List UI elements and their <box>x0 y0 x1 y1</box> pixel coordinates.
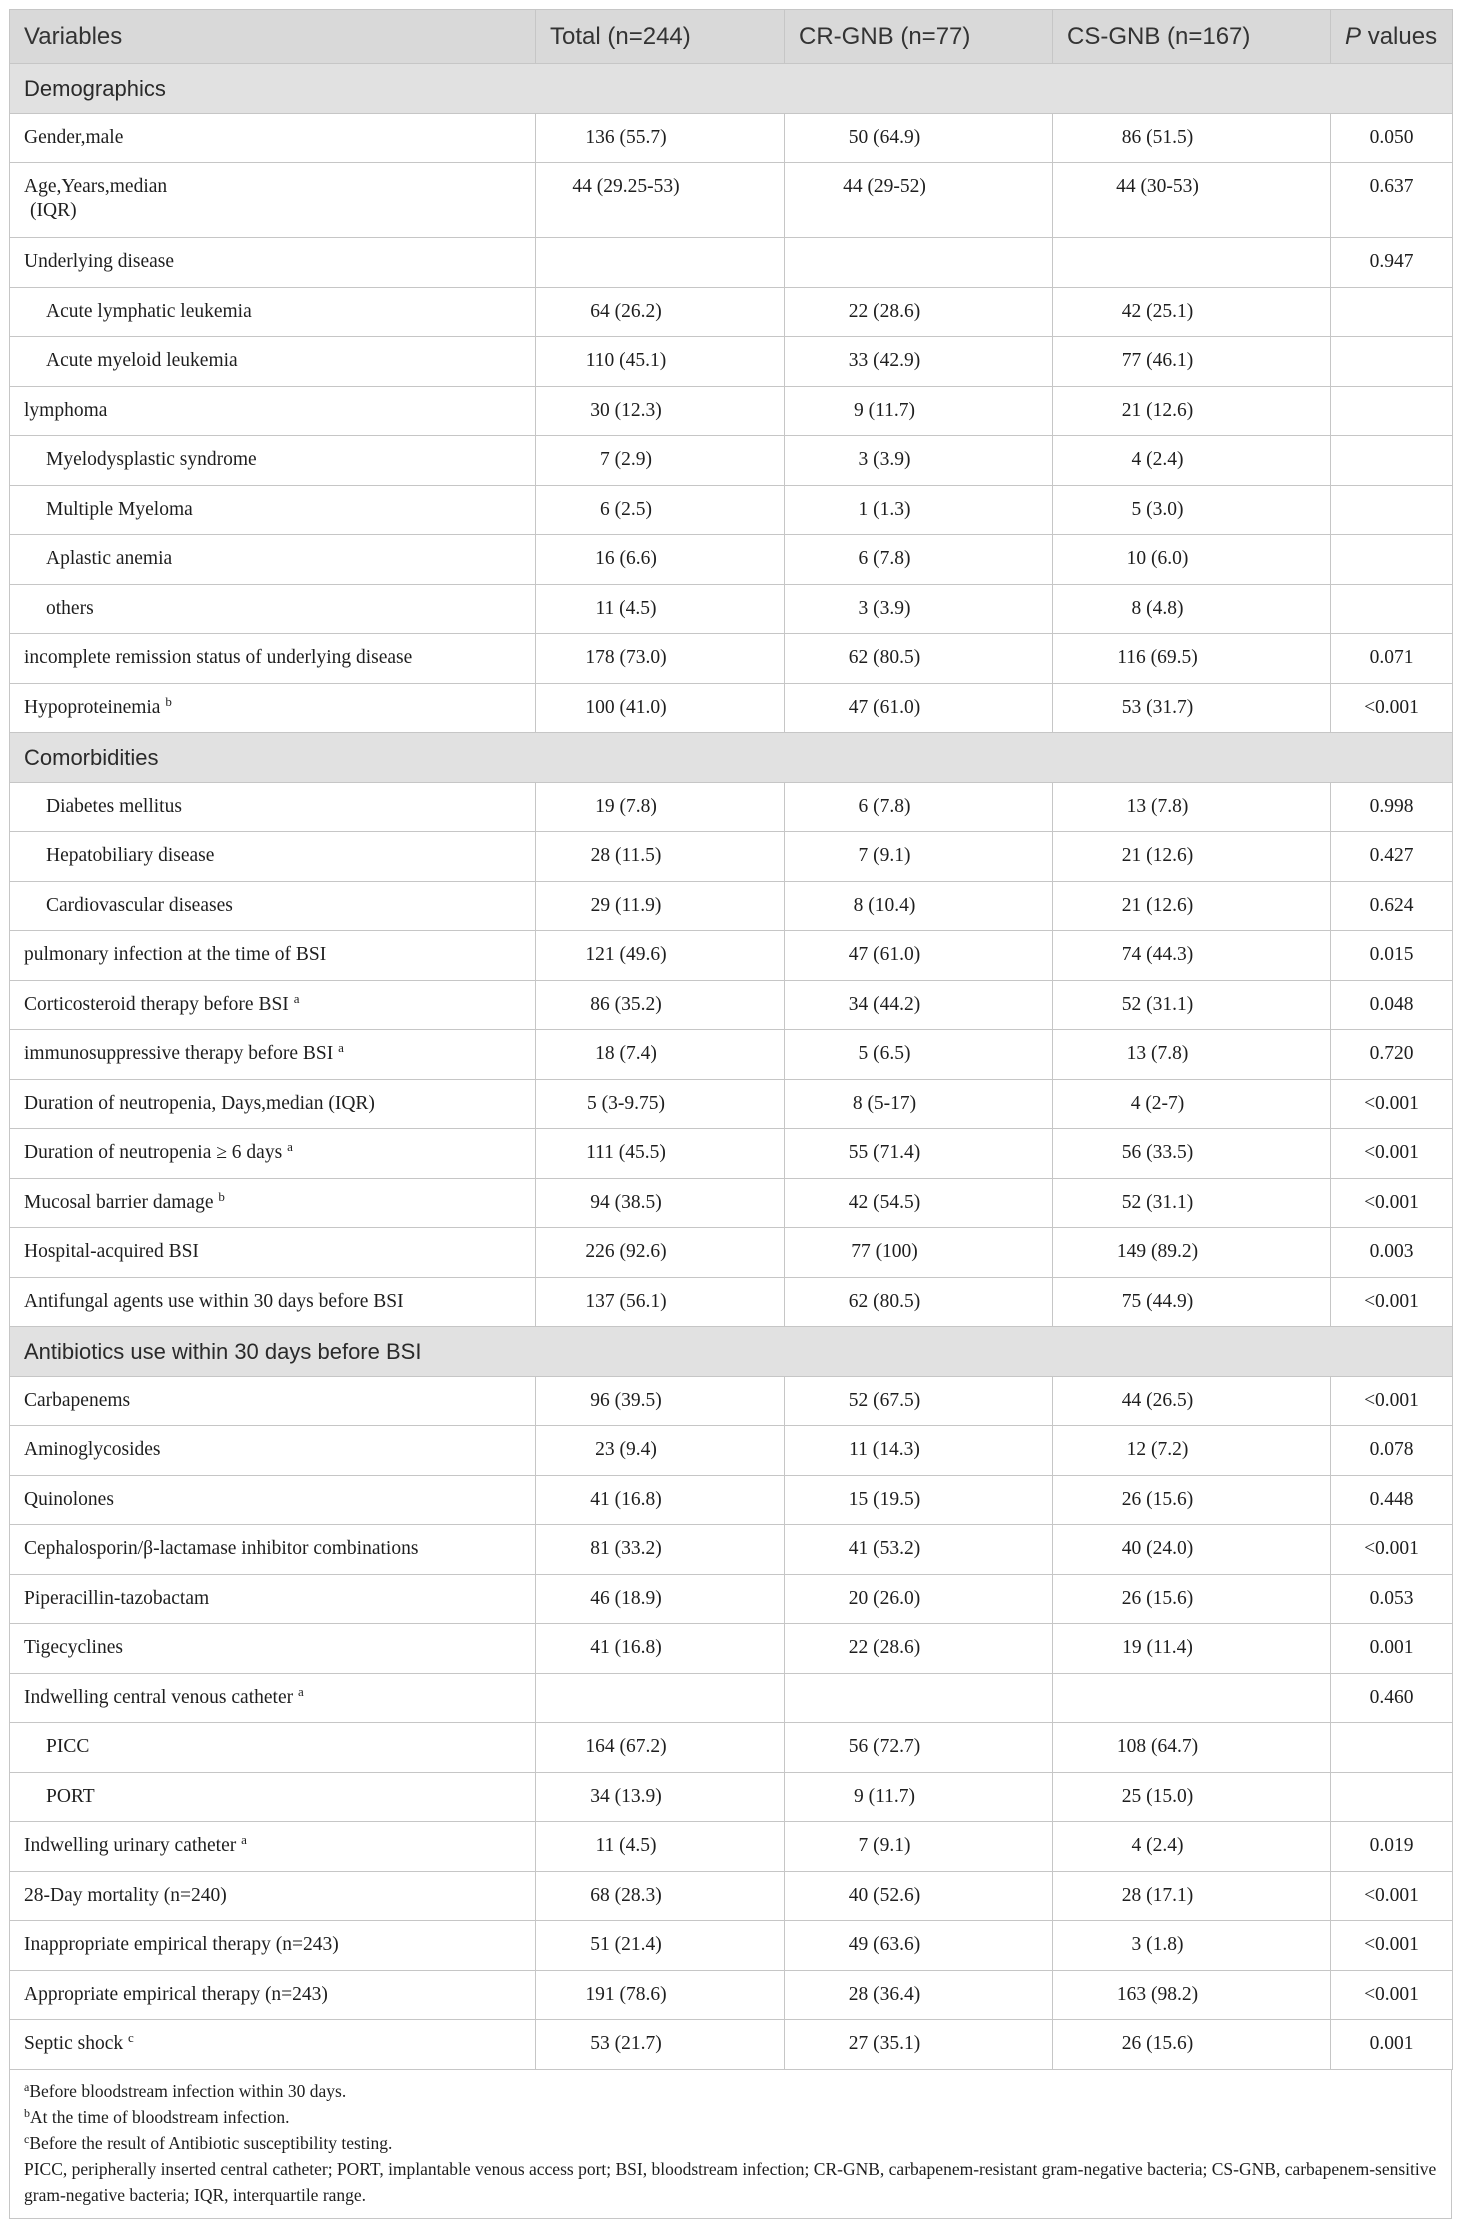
cell-cs-gnb: 163 (98.2) <box>1053 1970 1331 2020</box>
variable-label: Antifungal agents use within 30 days before BSI <box>24 1290 404 1312</box>
cell-p-value: 0.050 <box>1331 113 1453 163</box>
cell-cs-gnb: 52 (31.1) <box>1053 1178 1331 1228</box>
cell-cs-gnb: 44 (26.5) <box>1053 1376 1331 1426</box>
cell-total: 111 (45.5) <box>536 1129 785 1179</box>
cell-total <box>536 238 785 288</box>
cell-cs-gnb: 13 (7.8) <box>1053 782 1331 832</box>
variable-label: Aminoglycosides <box>24 1439 161 1461</box>
cell-p-value: 0.078 <box>1331 1426 1453 1476</box>
footnote-marker: b <box>24 2105 30 2120</box>
table-row <box>10 1574 1453 1624</box>
cell-variable <box>10 386 536 436</box>
cell-total: 51 (21.4) <box>536 1921 785 1971</box>
cell-variable <box>10 1970 536 2020</box>
cell-p-value <box>1331 1723 1453 1773</box>
cell-total: 30 (12.3) <box>536 386 785 436</box>
variable-label: Acute myeloid leukemia <box>46 350 238 372</box>
table-row <box>10 1277 1453 1327</box>
section-label: Demographics <box>10 64 1453 114</box>
cell-p-value: 0.003 <box>1331 1228 1453 1278</box>
table-row <box>10 1129 1453 1179</box>
table-row <box>10 1426 1453 1476</box>
footnote-marker: c <box>127 2030 134 2046</box>
cell-p-value: 0.001 <box>1331 1624 1453 1674</box>
cell-cs-gnb: 4 (2.4) <box>1053 1822 1331 1872</box>
footnote-abbreviations: PICC, peripherally inserted central catheter; PORT, implantable venous access port; BSI, bloodstream infection; CR-GNB, carbapenem-resistant gram-negative bacteria; CS-GNB, carbapenem-sensitive gram-negative bacteria; IQR, interquartile range. <box>24 2158 1437 2205</box>
cell-cs-gnb: 26 (15.6) <box>1053 1475 1331 1525</box>
cell-p-value: 0.460 <box>1331 1673 1453 1723</box>
cell-total: 94 (38.5) <box>536 1178 785 1228</box>
variable-label: Cephalosporin/β-lactamase inhibitor combinations <box>24 1538 419 1560</box>
variable-label-line2: (IQR) <box>30 200 77 222</box>
table-row <box>10 535 1453 585</box>
table-row <box>10 337 1453 387</box>
cell-variable <box>10 1673 536 1723</box>
variable-label: pulmonary infection at the time of BSI <box>24 944 327 966</box>
cell-cr-gnb: 44 (29-52) <box>785 163 1053 238</box>
cell-cr-gnb <box>785 238 1053 288</box>
variable-label: lymphoma <box>24 399 108 421</box>
header-cs-gnb: CS-GNB (n=167) <box>1053 10 1331 64</box>
variable-label: Piperacillin-tazobactam <box>24 1587 210 1609</box>
cell-cr-gnb: 55 (71.4) <box>785 1129 1053 1179</box>
cell-total: 44 (29.25-53) <box>536 163 785 238</box>
cell-cs-gnb: 21 (12.6) <box>1053 832 1331 882</box>
cell-total: 29 (11.9) <box>536 881 785 931</box>
cell-cs-gnb: 3 (1.8) <box>1053 1921 1331 1971</box>
cell-variable <box>10 287 536 337</box>
variable-label: Corticosteroid therapy before BSI <box>24 993 289 1015</box>
cell-p-value <box>1331 436 1453 486</box>
section-row <box>10 733 1453 783</box>
cell-cr-gnb: 11 (14.3) <box>785 1426 1053 1476</box>
cell-p-value: 0.947 <box>1331 238 1453 288</box>
cell-cr-gnb: 34 (44.2) <box>785 980 1053 1030</box>
cell-variable <box>10 881 536 931</box>
cell-p-value: 0.071 <box>1331 634 1453 684</box>
cell-cr-gnb: 3 (3.9) <box>785 584 1053 634</box>
footnote-b <box>24 2104 1437 2130</box>
cell-cs-gnb: 56 (33.5) <box>1053 1129 1331 1179</box>
cell-variable <box>10 1178 536 1228</box>
cell-total: 96 (39.5) <box>536 1376 785 1426</box>
table-row <box>10 1871 1453 1921</box>
cell-variable <box>10 683 536 733</box>
table-row <box>10 1970 1453 2020</box>
cell-cr-gnb: 77 (100) <box>785 1228 1053 1278</box>
variable-label: immunosuppressive therapy before BSI <box>24 1043 334 1065</box>
cell-total <box>536 1673 785 1723</box>
table-row <box>10 1228 1453 1278</box>
table-row <box>10 881 1453 931</box>
table-body <box>10 64 1453 2070</box>
table-row <box>10 1624 1453 1674</box>
cell-p-value: <0.001 <box>1331 1129 1453 1179</box>
table-row <box>10 1030 1453 1080</box>
footnote-text: At the time of bloodstream infection. <box>30 2106 290 2127</box>
cell-total: 100 (41.0) <box>536 683 785 733</box>
cell-cs-gnb: 5 (3.0) <box>1053 485 1331 535</box>
cell-total: 28 (11.5) <box>536 832 785 882</box>
cell-p-value: 0.015 <box>1331 931 1453 981</box>
cell-total: 81 (33.2) <box>536 1525 785 1575</box>
cell-variable <box>10 238 536 288</box>
cell-cr-gnb: 62 (80.5) <box>785 1277 1053 1327</box>
cell-p-value <box>1331 485 1453 535</box>
cell-p-value: <0.001 <box>1331 1921 1453 1971</box>
cell-variable <box>10 1030 536 1080</box>
variable-label: incomplete remission status of underlying disease <box>24 647 413 669</box>
cell-cs-gnb: 8 (4.8) <box>1053 584 1331 634</box>
cell-p-value: 0.720 <box>1331 1030 1453 1080</box>
variable-label: Duration of neutropenia ≥ 6 days <box>24 1142 283 1164</box>
footnote-marker: a <box>241 1832 247 1848</box>
cell-cs-gnb: 12 (7.2) <box>1053 1426 1331 1476</box>
section-label: Comorbidities <box>10 733 1453 783</box>
cell-p-value: <0.001 <box>1331 1376 1453 1426</box>
cell-total: 16 (6.6) <box>536 535 785 585</box>
table-row <box>10 1178 1453 1228</box>
cell-cr-gnb: 1 (1.3) <box>785 485 1053 535</box>
table-container <box>9 9 1452 2219</box>
table-row <box>10 1723 1453 1773</box>
cell-cs-gnb: 21 (12.6) <box>1053 881 1331 931</box>
cell-total: 19 (7.8) <box>536 782 785 832</box>
cell-cr-gnb: 9 (11.7) <box>785 386 1053 436</box>
cell-cr-gnb: 6 (7.8) <box>785 782 1053 832</box>
variable-label: Septic shock <box>24 2033 124 2055</box>
footnote-text: Before the result of Antibiotic susceptibility testing. <box>29 2132 393 2153</box>
cell-variable <box>10 113 536 163</box>
cell-variable <box>10 980 536 1030</box>
variable-label: Hepatobiliary disease <box>46 845 215 867</box>
cell-p-value <box>1331 337 1453 387</box>
cell-cr-gnb: 40 (52.6) <box>785 1871 1053 1921</box>
cell-cs-gnb: 10 (6.0) <box>1053 535 1331 585</box>
cell-total: 6 (2.5) <box>536 485 785 535</box>
cell-cs-gnb: 21 (12.6) <box>1053 386 1331 436</box>
cell-variable <box>10 535 536 585</box>
cell-p-value: 0.053 <box>1331 1574 1453 1624</box>
cell-total: 53 (21.7) <box>536 2020 785 2070</box>
cell-total: 34 (13.9) <box>536 1772 785 1822</box>
table-row <box>10 782 1453 832</box>
header-row <box>10 10 1453 64</box>
cell-variable <box>10 1525 536 1575</box>
variable-label: Inappropriate empirical therapy (n=243) <box>24 1934 339 1956</box>
cell-total: 110 (45.1) <box>536 337 785 387</box>
cell-cr-gnb: 5 (6.5) <box>785 1030 1053 1080</box>
cell-cs-gnb: 13 (7.8) <box>1053 1030 1331 1080</box>
cell-total: 41 (16.8) <box>536 1475 785 1525</box>
table-row <box>10 634 1453 684</box>
section-row <box>10 1327 1453 1377</box>
cell-variable <box>10 1624 536 1674</box>
cell-cs-gnb: 77 (46.1) <box>1053 337 1331 387</box>
cell-cs-gnb: 25 (15.0) <box>1053 1772 1331 1822</box>
cell-cr-gnb: 15 (19.5) <box>785 1475 1053 1525</box>
cell-p-value: <0.001 <box>1331 1178 1453 1228</box>
cell-p-value: <0.001 <box>1331 1525 1453 1575</box>
cell-cr-gnb: 8 (10.4) <box>785 881 1053 931</box>
table-row <box>10 1772 1453 1822</box>
cell-p-value: 0.998 <box>1331 782 1453 832</box>
cell-p-value: <0.001 <box>1331 1871 1453 1921</box>
cell-p-value: 0.448 <box>1331 1475 1453 1525</box>
table-row <box>10 2020 1453 2070</box>
cell-variable <box>10 1723 536 1773</box>
cell-cr-gnb: 41 (53.2) <box>785 1525 1053 1575</box>
section-label: Antibiotics use within 30 days before BSI <box>10 1327 1453 1377</box>
cell-total: 41 (16.8) <box>536 1624 785 1674</box>
variable-label: PICC <box>46 1736 90 1758</box>
cell-cr-gnb: 49 (63.6) <box>785 1921 1053 1971</box>
cell-p-value: 0.001 <box>1331 2020 1453 2070</box>
table-row <box>10 1525 1453 1575</box>
cell-p-value: 0.427 <box>1331 832 1453 882</box>
cell-cs-gnb: 26 (15.6) <box>1053 1574 1331 1624</box>
cell-cr-gnb: 47 (61.0) <box>785 931 1053 981</box>
cell-cs-gnb: 108 (64.7) <box>1053 1723 1331 1773</box>
cell-total: 11 (4.5) <box>536 584 785 634</box>
cell-p-value: 0.624 <box>1331 881 1453 931</box>
section-row <box>10 64 1453 114</box>
cell-p-value <box>1331 535 1453 585</box>
table-row <box>10 980 1453 1030</box>
cell-total: 136 (55.7) <box>536 113 785 163</box>
cell-cs-gnb: 28 (17.1) <box>1053 1871 1331 1921</box>
cell-variable <box>10 1129 536 1179</box>
cell-cr-gnb: 62 (80.5) <box>785 634 1053 684</box>
table-row <box>10 1376 1453 1426</box>
variable-label: Diabetes mellitus <box>46 795 182 817</box>
cell-cs-gnb: 53 (31.7) <box>1053 683 1331 733</box>
cell-total: 46 (18.9) <box>536 1574 785 1624</box>
table-row <box>10 436 1453 486</box>
cell-cs-gnb <box>1053 1673 1331 1723</box>
table-row <box>10 163 1453 238</box>
cell-variable <box>10 1574 536 1624</box>
cell-cr-gnb: 8 (5-17) <box>785 1079 1053 1129</box>
header-cr-gnb: CR-GNB (n=77) <box>785 10 1053 64</box>
table-row <box>10 287 1453 337</box>
variable-label: Tigecyclines <box>24 1637 123 1659</box>
footnote-a <box>24 2078 1437 2104</box>
cell-p-value: 0.048 <box>1331 980 1453 1030</box>
cell-variable <box>10 1228 536 1278</box>
table-row <box>10 931 1453 981</box>
cell-total: 86 (35.2) <box>536 980 785 1030</box>
header-p-rest: values <box>1367 22 1438 50</box>
variable-label: Hospital-acquired BSI <box>24 1241 199 1263</box>
cell-variable <box>10 931 536 981</box>
cell-total: 11 (4.5) <box>536 1822 785 1872</box>
cell-variable <box>10 163 536 238</box>
cell-variable <box>10 1921 536 1971</box>
variable-label: Carbapenems <box>24 1389 131 1411</box>
footnote-marker: c <box>24 2131 30 2146</box>
cell-total: 191 (78.6) <box>536 1970 785 2020</box>
table-row <box>10 584 1453 634</box>
variable-label: PORT <box>46 1785 95 1807</box>
table-row <box>10 1079 1453 1129</box>
cell-total: 23 (9.4) <box>536 1426 785 1476</box>
table-row <box>10 113 1453 163</box>
cell-variable <box>10 1475 536 1525</box>
cell-cs-gnb <box>1053 238 1331 288</box>
cell-p-value: <0.001 <box>1331 1277 1453 1327</box>
variable-label: Appropriate empirical therapy (n=243) <box>24 1983 328 2005</box>
cell-cr-gnb: 47 (61.0) <box>785 683 1053 733</box>
cell-variable <box>10 1822 536 1872</box>
header-total: Total (n=244) <box>536 10 785 64</box>
footnote-marker: a <box>293 990 300 1006</box>
cell-cr-gnb: 7 (9.1) <box>785 832 1053 882</box>
table-row <box>10 1673 1453 1723</box>
cell-cs-gnb: 4 (2-7) <box>1053 1079 1331 1129</box>
cell-total: 164 (67.2) <box>536 1723 785 1773</box>
table-row <box>10 832 1453 882</box>
cell-cs-gnb: 40 (24.0) <box>1053 1525 1331 1575</box>
cell-p-value: <0.001 <box>1331 1970 1453 2020</box>
cell-cr-gnb: 28 (36.4) <box>785 1970 1053 2020</box>
cell-variable <box>10 1376 536 1426</box>
header-p-values <box>1331 10 1453 64</box>
cell-cr-gnb: 27 (35.1) <box>785 2020 1053 2070</box>
cell-cs-gnb: 44 (30-53) <box>1053 163 1331 238</box>
table-row <box>10 683 1453 733</box>
cell-cs-gnb: 149 (89.2) <box>1053 1228 1331 1278</box>
cell-variable <box>10 2020 536 2070</box>
cell-total: 64 (26.2) <box>536 287 785 337</box>
table-row <box>10 485 1453 535</box>
variable-label: Gender,male <box>24 126 124 148</box>
variable-label: Cardiovascular diseases <box>46 894 233 916</box>
footnote-marker: a <box>338 1040 344 1056</box>
cell-p-value <box>1331 1772 1453 1822</box>
cell-cr-gnb: 6 (7.8) <box>785 535 1053 585</box>
cell-p-value: 0.637 <box>1331 163 1453 238</box>
cell-cs-gnb: 75 (44.9) <box>1053 1277 1331 1327</box>
cell-cr-gnb: 3 (3.9) <box>785 436 1053 486</box>
footnotes <box>9 2070 1452 2219</box>
variable-label: Indwelling central venous catheter <box>24 1686 294 1708</box>
variable-label: others <box>46 597 94 619</box>
cell-variable <box>10 436 536 486</box>
header-variables: Variables <box>10 10 536 64</box>
cell-p-value <box>1331 386 1453 436</box>
cell-total: 7 (2.9) <box>536 436 785 486</box>
variable-label: Quinolones <box>24 1488 114 1510</box>
cell-total: 178 (73.0) <box>536 634 785 684</box>
footnote-marker: a <box>287 1139 293 1155</box>
cell-variable <box>10 485 536 535</box>
cell-cr-gnb: 22 (28.6) <box>785 287 1053 337</box>
footnote-marker: a <box>297 1683 304 1699</box>
cell-cr-gnb: 33 (42.9) <box>785 337 1053 387</box>
cell-cs-gnb: 116 (69.5) <box>1053 634 1331 684</box>
table-row <box>10 1822 1453 1872</box>
table-row <box>10 1921 1453 1971</box>
cell-cs-gnb: 74 (44.3) <box>1053 931 1331 981</box>
cell-total: 68 (28.3) <box>536 1871 785 1921</box>
cell-cs-gnb: 26 (15.6) <box>1053 2020 1331 2070</box>
cell-cs-gnb: 4 (2.4) <box>1053 436 1331 486</box>
cell-p-value: <0.001 <box>1331 1079 1453 1129</box>
cell-variable <box>10 1871 536 1921</box>
table-row <box>10 238 1453 288</box>
variable-label: Mucosal barrier damage <box>24 1191 214 1213</box>
cell-variable <box>10 337 536 387</box>
cell-p-value <box>1331 287 1453 337</box>
table-row <box>10 386 1453 436</box>
footnote-marker: b <box>218 1188 225 1204</box>
cell-variable <box>10 832 536 882</box>
variable-label: Duration of neutropenia, Days,median (IQR) <box>24 1092 375 1114</box>
footnote-text: Before bloodstream infection within 30 days. <box>29 2080 347 2101</box>
cell-p-value: <0.001 <box>1331 683 1453 733</box>
cell-variable <box>10 584 536 634</box>
cell-cr-gnb: 52 (67.5) <box>785 1376 1053 1426</box>
cell-total: 18 (7.4) <box>536 1030 785 1080</box>
cell-variable <box>10 782 536 832</box>
cell-total: 121 (49.6) <box>536 931 785 981</box>
cell-cr-gnb: 7 (9.1) <box>785 1822 1053 1872</box>
header-p-italic: P <box>1345 22 1362 50</box>
variable-label: Underlying disease <box>24 251 175 273</box>
variable-label: Myelodysplastic syndrome <box>46 449 257 471</box>
cell-cr-gnb: 20 (26.0) <box>785 1574 1053 1624</box>
variable-label: Multiple Myeloma <box>46 498 193 520</box>
variable-label: Hypoproteinemia <box>24 696 161 718</box>
variable-label: Age,Years,median <box>24 176 168 197</box>
cell-variable <box>10 1277 536 1327</box>
table-header <box>10 10 1453 64</box>
cell-cs-gnb: 52 (31.1) <box>1053 980 1331 1030</box>
variable-label: 28-Day mortality (n=240) <box>24 1884 227 1906</box>
cell-variable <box>10 1772 536 1822</box>
cell-variable <box>10 1079 536 1129</box>
cell-total: 137 (56.1) <box>536 1277 785 1327</box>
cell-total: 5 (3-9.75) <box>536 1079 785 1129</box>
cell-cs-gnb: 19 (11.4) <box>1053 1624 1331 1674</box>
cell-cs-gnb: 86 (51.5) <box>1053 113 1331 163</box>
cell-cr-gnb <box>785 1673 1053 1723</box>
variable-label: Acute lymphatic leukemia <box>46 300 252 322</box>
cell-variable <box>10 634 536 684</box>
variable-label: Indwelling urinary catheter <box>24 1835 237 1857</box>
cell-variable <box>10 1426 536 1476</box>
cell-total: 226 (92.6) <box>536 1228 785 1278</box>
footnote-marker: b <box>165 693 172 709</box>
footnote-c <box>24 2130 1437 2156</box>
cell-cr-gnb: 9 (11.7) <box>785 1772 1053 1822</box>
cell-cr-gnb: 50 (64.9) <box>785 113 1053 163</box>
data-table <box>9 9 1453 2070</box>
cell-p-value <box>1331 584 1453 634</box>
table-row <box>10 1475 1453 1525</box>
footnote-marker: a <box>24 2079 30 2094</box>
variable-label: Aplastic anemia <box>46 548 173 570</box>
cell-cs-gnb: 42 (25.1) <box>1053 287 1331 337</box>
cell-cr-gnb: 22 (28.6) <box>785 1624 1053 1674</box>
cell-cr-gnb: 42 (54.5) <box>785 1178 1053 1228</box>
cell-cr-gnb: 56 (72.7) <box>785 1723 1053 1773</box>
cell-p-value: 0.019 <box>1331 1822 1453 1872</box>
